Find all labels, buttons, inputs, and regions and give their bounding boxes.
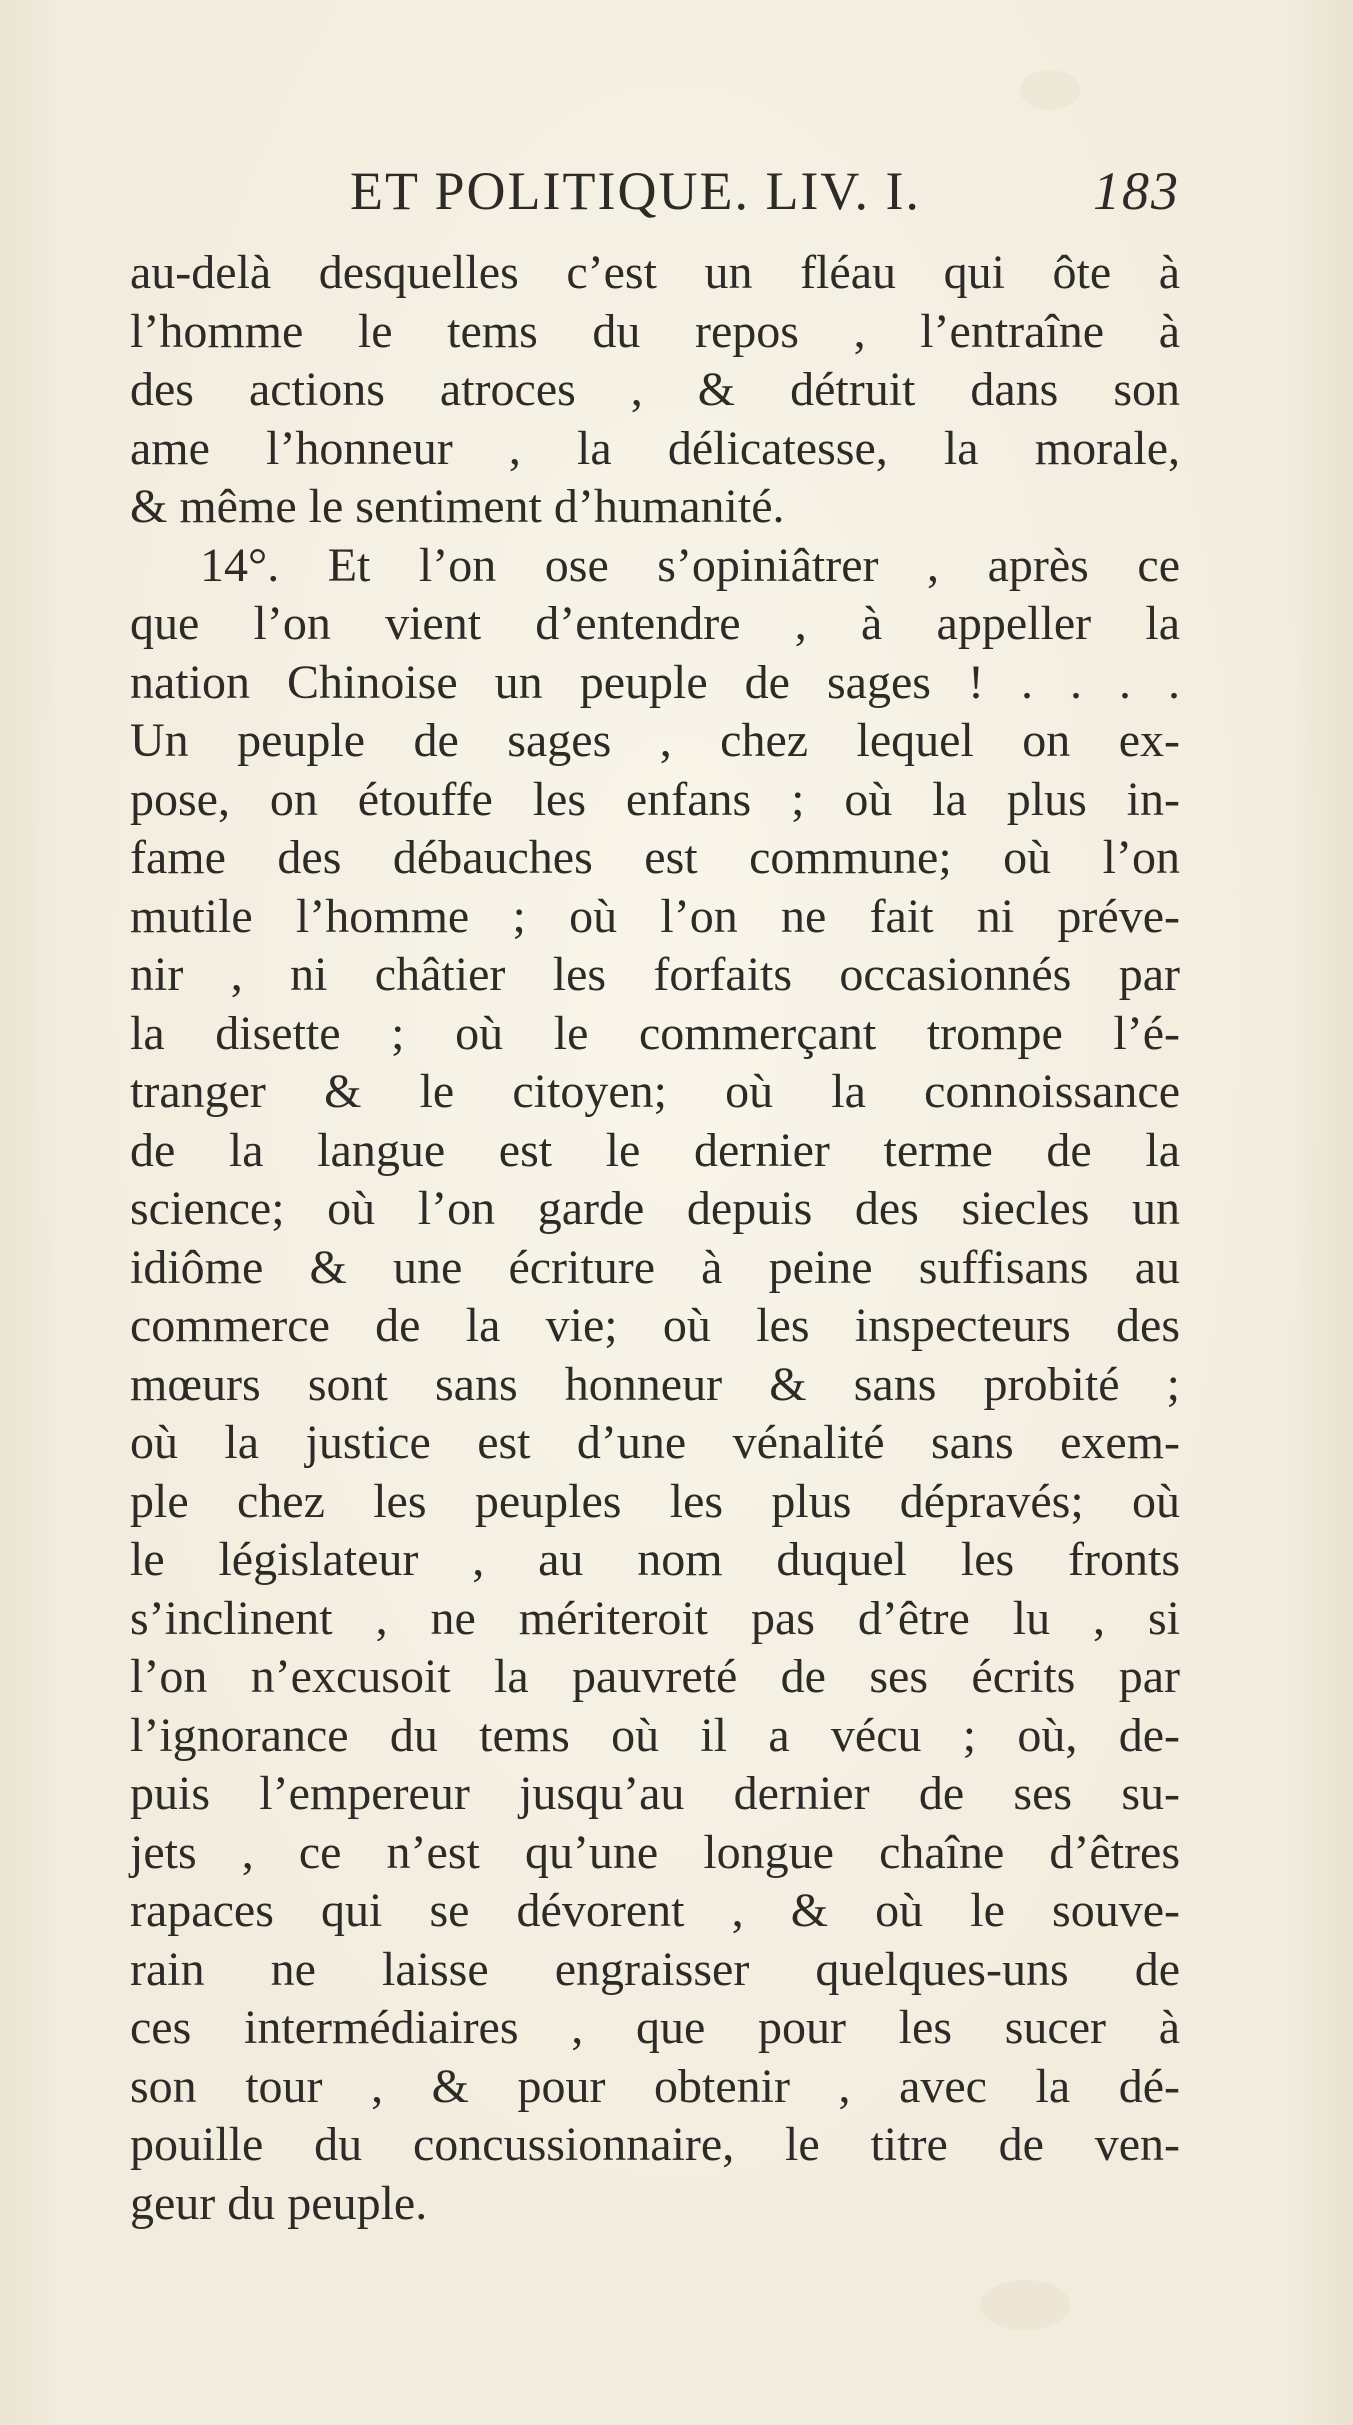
text-line: rain ne laisse engraisser quelques-uns de: [130, 1942, 1180, 1996]
text-line: où la justice est d’une vénalité sans exem-: [130, 1416, 1180, 1469]
text-line: la disette ; où le commerçant trompe l’é-: [130, 1006, 1180, 1060]
paper-stain: [980, 2280, 1070, 2330]
text-line: & même le sentiment d’humanité.: [130, 480, 785, 533]
text-line: geur du peuple.: [130, 2176, 428, 2230]
text-line: tranger & le citoyen; où la connoissance: [130, 1065, 1180, 1118]
text-line: science; où l’on garde depuis des siecles un: [130, 1182, 1180, 1235]
text-line: au-delà desquelles c’est un fléau qui ôte à: [130, 246, 1180, 299]
running-head: [130, 156, 1180, 226]
text-line: mœurs sont sans honneur & sans probité ;: [130, 1357, 1180, 1411]
text-line: que l’on vient d’entendre , à appeller la: [130, 597, 1180, 650]
text-line: puis l’empereur jusqu’au dernier de ses su-: [130, 1767, 1180, 1820]
text-line: ces intermédiaires , que pour les sucer à: [130, 2001, 1180, 2054]
text-line: ple chez les peuples les plus dépravés; où: [130, 1474, 1180, 1528]
text-line: nir , ni châtier les forfaits occasionnés par: [130, 948, 1180, 1001]
text-line: idiôme & une écriture à peine suffisans au: [130, 1240, 1180, 1294]
body-text: [130, 244, 1180, 2233]
text-line: rapaces qui se dévorent , & où le souve-: [130, 1884, 1180, 1937]
text-line: ame l’honneur , la délicatesse, la morale,: [130, 421, 1180, 475]
text-line: pose, on étouffe les enfans ; où la plus in-: [130, 772, 1180, 826]
paper-stain: [1020, 70, 1080, 110]
text-line: mutile l’homme ; où l’on ne fait ni préve-: [130, 889, 1180, 943]
page-number: 183: [1093, 161, 1180, 221]
text-line: commerce de la vie; où les inspecteurs des: [130, 1299, 1180, 1352]
text-line: son tour , & pour obtenir , avec la dé-: [130, 2059, 1180, 2113]
text-line: Un peuple de sages , chez lequel on ex-: [130, 714, 1180, 767]
text-line: l’ignorance du tems où il a vécu ; où, de-: [130, 1708, 1180, 1762]
text-line: nation Chinoise un peuple de sages ! . . . .: [130, 655, 1180, 709]
text-line: le législateur , au nom duquel les fronts: [130, 1533, 1180, 1586]
text-line: de la langue est le dernier terme de la: [130, 1123, 1180, 1177]
running-title: ET POLITIQUE. LIV. I.: [350, 161, 921, 221]
text-line: 14°. Et l’on ose s’opiniâtrer , après ce: [200, 538, 1180, 592]
text-line: s’inclinent , ne mériteroit pas d’être lu , si: [130, 1591, 1180, 1645]
text-line: des actions atroces , & détruit dans son: [130, 363, 1180, 416]
text-line: pouille du concussionnaire, le titre de ven-: [130, 2118, 1180, 2171]
text-line: l’homme le tems du repos , l’entraîne à: [130, 304, 1180, 358]
text-line: l’on n’excusoit la pauvreté de ses écrits par: [130, 1650, 1180, 1703]
text-line: jets , ce n’est qu’une longue chaîne d’êtres: [130, 1825, 1180, 1879]
text-line: fame des débauches est commune; où l’on: [130, 831, 1180, 884]
